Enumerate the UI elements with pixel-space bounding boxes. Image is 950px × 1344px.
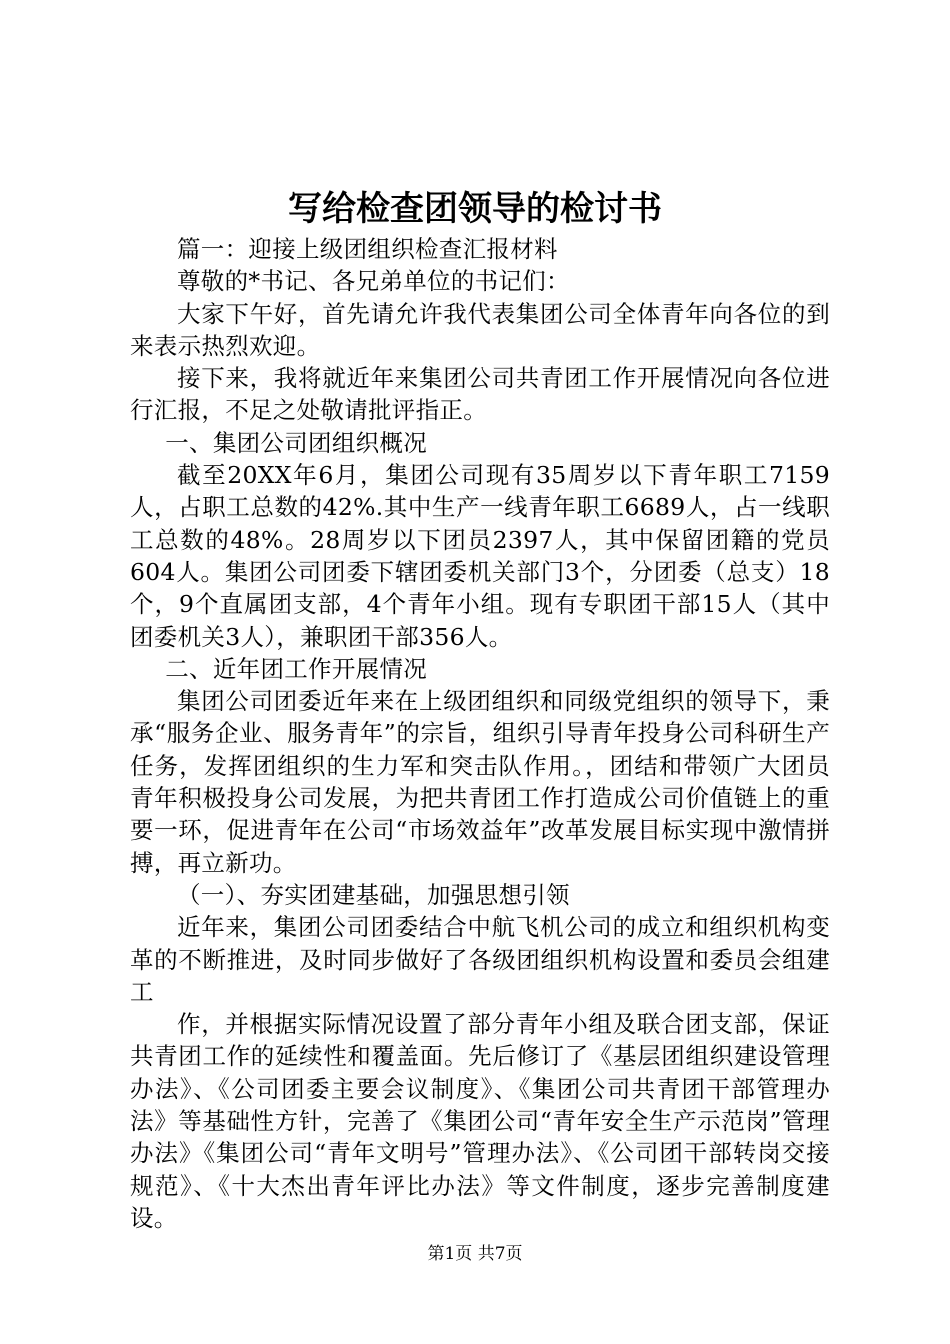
section-heading: 篇一：迎接上级团组织检查汇报材料 (177, 235, 558, 263)
page-number: 第1页 共7页 (427, 1244, 523, 1264)
document-body (130, 233, 830, 1234)
paragraph: 作，并根据实际情况设置了部分青年小组及联合团支部，保证共青团工作的延续性和覆盖面。先后修订了《基层团组织建设管理办法》、《公司团委主要会议制度》、《集团公司共青团干部管理办法》等基础性方针，完善了《集团公司“青年安全生产示范岗”管理办法》《集团公司“青年文明号”管理办法》、《公司团干部转岗交接规范》、《十大杰出青年评比办法》等文件制度，逐步完善制度建设。 (130, 1010, 830, 1232)
section-heading: 一、集团公司团组织概况 (165, 428, 428, 457)
paragraph: 截至20XX年6月，集团公司现有35周岁以下青年职工7159人，占职工总数的42%.其中生产一线青年职工6689人，占一线职工总数的48%。28周岁以下团员2397人，其中保留团籍的党员604人。集团公司团委下辖团委机关部门3个，分团委（总支）18个，9个直属团支部，4个青年小组。现有专职团干部15人（其中团委机关3人），兼职团干部356人。 (130, 461, 830, 651)
paragraph: 近年来，集团公司团委结合中航飞机公司的成立和组织机构变革的不断推进，及时同步做好了各级团组织机构设置和委员会组建工 (130, 913, 830, 1006)
paragraph: 大家下午好，首先请允许我代表集团公司全体青年向各位的到来表示热烈欢迎。 (130, 299, 830, 360)
section-heading: 二、近年团工作开展情况 (165, 654, 428, 683)
subsection-heading: （一）、夯实团建基础，加强思想引领 (177, 880, 570, 909)
paragraph: 接下来，我将就近年来集团公司共青团工作开展情况向各位进行汇报，不足之处敬请批评指正。 (130, 364, 830, 425)
document-title: 写给检查团领导的检讨书 (288, 189, 662, 229)
paragraph: 集团公司团委近年来在上级团组织和同级党组织的领导下，秉承“服务企业、服务青年”的宗旨，组织引导青年投身公司科研生产任务，发挥团组织的生力军和突击队作用。，团结和带领广大团员青年积极投身公司发展，为把共青团工作打造成公司价值链上的重要一环，促进青年在公司“市场效益年”改革发展目标实现中激情拼搏，再立新功。 (130, 687, 830, 877)
salutation: 尊敬的*书记、各兄弟单位的书记们： (177, 267, 570, 296)
